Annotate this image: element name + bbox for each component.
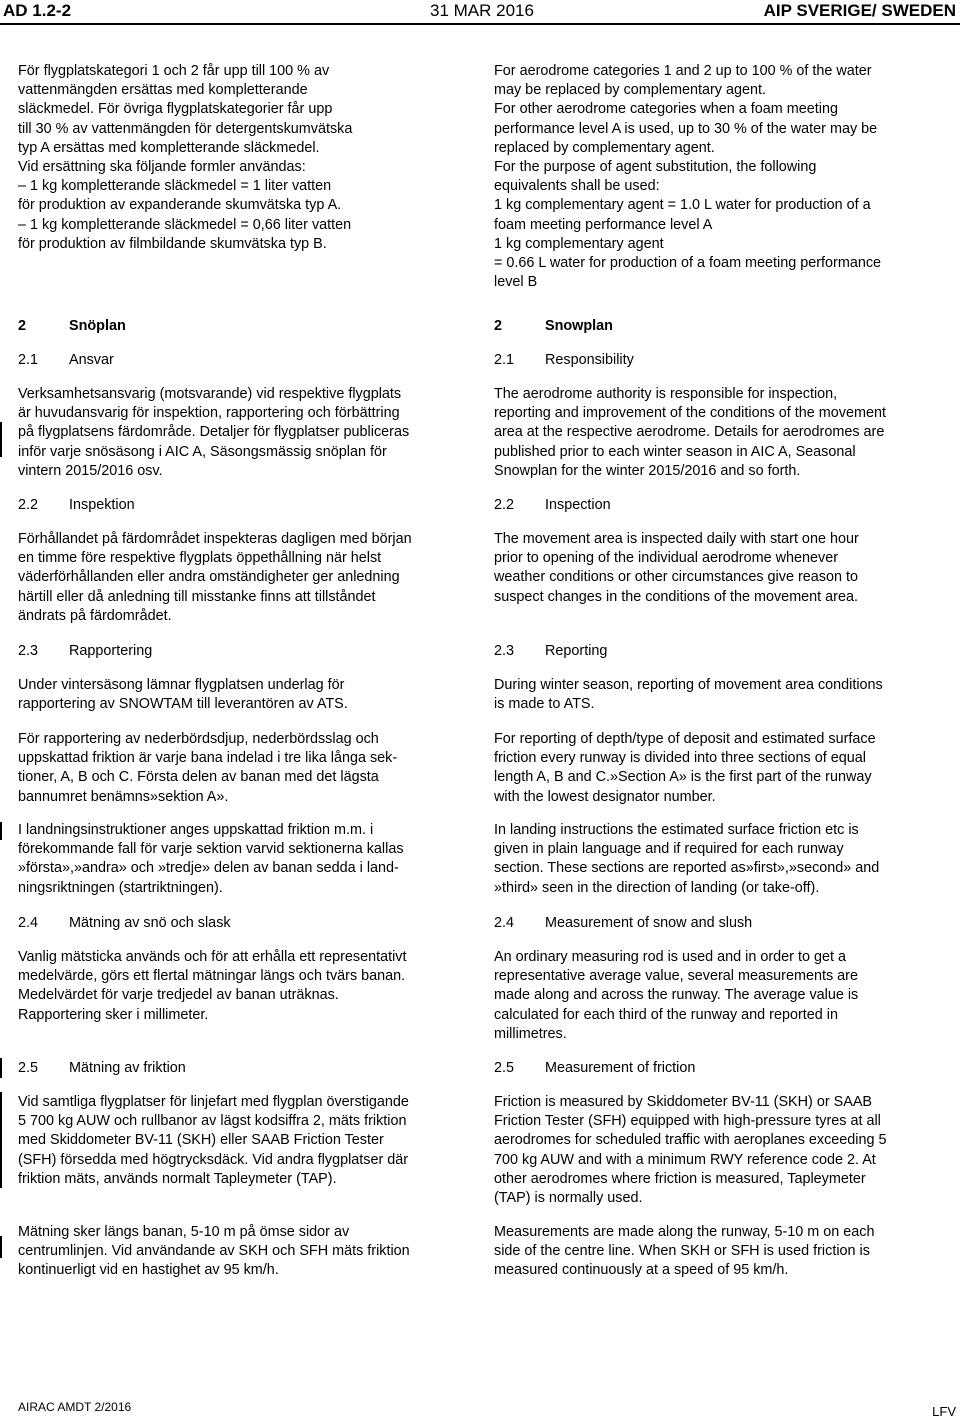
section-title: Ansvar	[69, 352, 114, 368]
change-bar	[0, 1092, 2, 1188]
section-number: 2	[18, 318, 27, 334]
s21-paragraph-en: The aerodrome authority is responsible for inspection, reporting and improvement of the conditions of the movement area at the respective aerodrome. Details for aerodromes are published prior to each winter season in AIC A, Seasonal Snowplan for the winter 2015/2016 and so forth.	[494, 386, 886, 479]
section-number: 2.4	[494, 915, 515, 931]
section-title: Inspektion	[69, 497, 135, 513]
s25-paragraph-1-sv: Vid samtliga flygplatser för linjefart med flygplan överstigande 5 700 kg AUW och rullbanor av lägst kodsiffra 2, mäts friktion med Skiddometer BV-11 (SKH) eller SAAB Friction Tester (SFH) försedda med högtrycksdäck. Vid andra flygplatser där friktion mäts, används normalt Tapleymeter (TAP).	[18, 1094, 409, 1187]
footer-publisher: LFV	[932, 1404, 956, 1419]
s21-paragraph-sv: Verksamhetsansvarig (motsvarande) vid respektive flygplats är huvudansvarig för inspektion, rapportering och förbättring på flygplatsens färdområde. Detaljer för flygplatser publiceras inför varje snösäsong i AIC A, Säsongsmässig snöplan för vintern 2015/2016 osv.	[18, 386, 410, 479]
section-title: Rapportering	[69, 643, 153, 659]
section-number: 2.1	[18, 352, 39, 368]
s23-paragraph-2-sv: För rapportering av nederbördsdjup, nederbördsslag och uppskattad friktion är varje bana indelad i tre lika långa sek- tioner, A, B och C. Första delen av banan med det lägsta bannumret benämns»sektion A».	[18, 731, 398, 805]
s22-paragraph-sv: Förhållandet på färdområdet inspekteras dagligen med början en timme före respektive flygplats öppethållning när helst väderförhållanden eller andra omständigheter ger anledning härtill eller då anledning till misstanke finns att tillståndet ändrats på färdområdet.	[18, 531, 412, 624]
section-number: 2.1	[494, 352, 515, 368]
section-number: 2.5	[18, 1060, 39, 1076]
s23-paragraph-1-en: During winter season, reporting of movement area conditions is made to ATS.	[494, 677, 883, 713]
section-title: Responsibility	[545, 352, 634, 368]
change-bar	[0, 1058, 2, 1078]
section-number: 2.3	[18, 643, 39, 659]
s25-paragraph-2-sv: Mätning sker längs banan, 5-10 m på ömse sidor av centrumlinjen. Vid användande av SKH och SFH mäts friktion kontinuerligt vid en hastighet av 95 km/h.	[18, 1224, 410, 1279]
section-title: Inspection	[545, 497, 611, 513]
change-bar	[0, 822, 2, 840]
section-number: 2.3	[494, 643, 515, 659]
section-title: Measurement of snow and slush	[545, 915, 753, 931]
s24-paragraph-sv: Vanlig mätsticka används och för att erhålla ett representativt medelvärde, görs ett flertal mätningar längs och tvärs banan. Medelvärdet för varje tredjedel av banan uträknas. Rapportering sker i millimeter.	[18, 949, 407, 1023]
section-number: 2.2	[18, 497, 39, 513]
section-number: 2.4	[18, 915, 39, 931]
section-title: Measurement of friction	[545, 1060, 696, 1076]
s23-paragraph-3-sv: I landningsinstruktioner anges uppskattad friktion m.m. i förekommande fall för varje sektion varvid sektionerna kallas »första»,»andra» och »tredje» delen av banan sedda i land- ningsriktningen (startriktningen).	[18, 822, 404, 896]
section-title: Reporting	[545, 643, 608, 659]
section-title: Mätning av friktion	[69, 1060, 186, 1076]
publication-date: 31 MAR 2016	[430, 1, 534, 20]
change-bar	[0, 1236, 2, 1258]
section-title: Mätning av snö och slask	[69, 915, 231, 931]
section-number: 2.5	[494, 1060, 515, 1076]
intro-text-sv: För flygplatskategori 1 och 2 får upp till 100 % av vattenmängden ersättas med kompletterande släckmedel. För övriga flygplatskategorier får upp till 30 % av vattenmängden för detergentskumvätska typ A ersättas med kompletterande släckmedel. Vid ersättning ska följande formler användas: – 1 kg kompletterande släckmedel = 1 liter vatten för produktion av expanderande skumvätska typ A. – 1 kg kompletterande släckmedel = 0,66 liter vatten för produktion av filmbildande skumvätska typ B.	[18, 63, 353, 252]
intro-text-en: For aerodrome categories 1 and 2 up to 100 % of the water may be replaced by complementary agent. For other aerodrome categories when a foam meeting performance level A is used, up to 30 % of the water may be replaced by complementary agent. For the purpose of agent substitution, the following equivalents shall be used: 1 kg complementary agent = 1.0 L water for production of a foam meeting performance level A 1 kg complementary agent = 0.66 L water for production of a foam meeting performance level B	[494, 63, 882, 291]
s22-paragraph-en: The movement area is inspected daily with start one hour prior to opening of the individual aerodrome whenever weather conditions or other circumstances give reason to suspect changes in the conditions of the movement area.	[494, 531, 859, 605]
section-number: 2.2	[494, 497, 515, 513]
header-rule	[0, 23, 960, 25]
s25-paragraph-2-en: Measurements are made along the runway, 5-10 m on each side of the centre line. When SKH or SFH is used friction is measured continuously at a speed of 95 km/h.	[494, 1224, 875, 1279]
change-bar	[0, 422, 2, 457]
section-number: 2	[494, 318, 503, 334]
s23-paragraph-1-sv: Under vintersäsong lämnar flygplatsen underlag för rapportering av SNOWTAM till leverantören av ATS.	[18, 677, 348, 713]
section-title: Snöplan	[69, 318, 126, 334]
s25-paragraph-1-en: Friction is measured by Skiddometer BV-11 (SKH) or SAAB Friction Tester (SFH) equipped with high-pressure tyres at all aerodromes for scheduled traffic with aeroplanes exceeding 5 700 kg AUW and with a minimum RWY reference code 2. At other aerodromes where friction is measured, Tapleymeter (TAP) is normally used.	[494, 1094, 887, 1207]
s23-paragraph-3-en: In landing instructions the estimated surface friction etc is given in plain language and if required for each runway section. These sections are reported as»first»,»second» and »third» seen in the direction of landing (or take-off).	[494, 822, 880, 896]
s23-paragraph-2-en: For reporting of depth/type of deposit and estimated surface friction every runway is divided into three sections of equal length A, B and C.»Section A» is the first part of the runway with the lowest designator number.	[494, 731, 876, 805]
document-id: AD 1.2-2	[3, 1, 72, 20]
page-header	[0, 0, 960, 24]
s24-paragraph-en: An ordinary measuring rod is used and in order to get a representative average value, several measurements are made along and across the runway. The average value is calculated for each third of the runway and reported in millimetres.	[494, 949, 859, 1042]
section-title: Snowplan	[545, 318, 613, 334]
publication-title: AIP SVERIGE/ SWEDEN	[763, 1, 956, 20]
footer-amendment: AIRAC AMDT 2/2016	[18, 1400, 132, 1414]
